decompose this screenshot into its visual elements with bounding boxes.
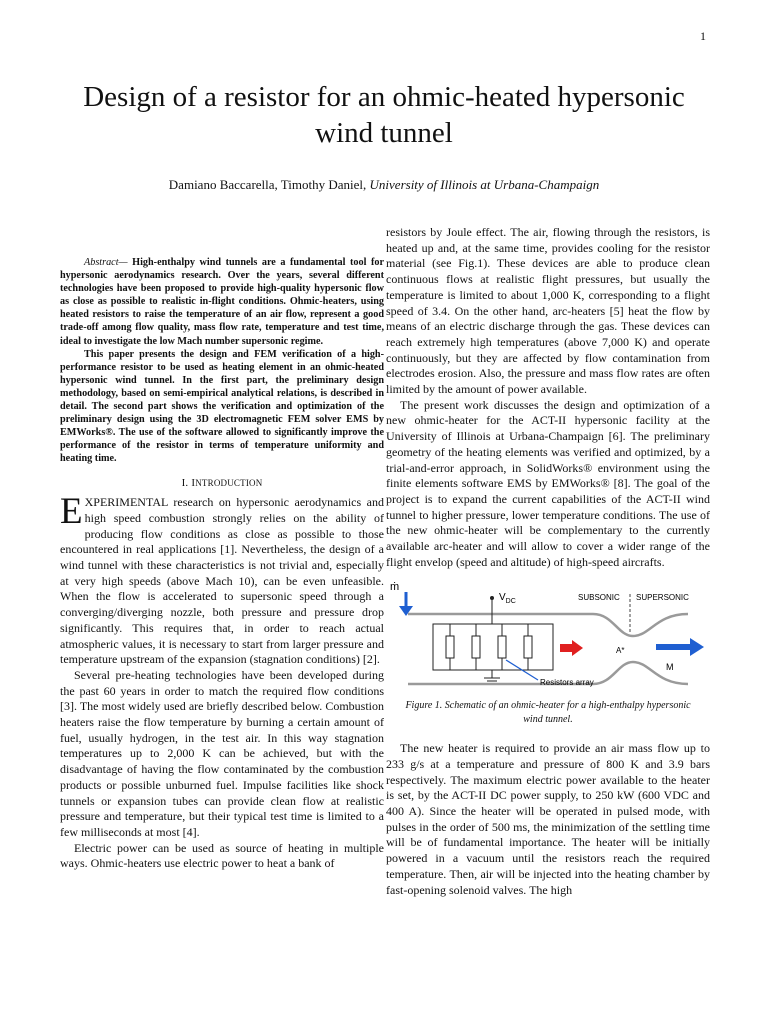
drop-cap: E	[60, 491, 83, 533]
author-line	[60, 177, 708, 193]
left-column	[60, 256, 384, 872]
resistor	[498, 636, 506, 658]
ohmic-heater-schematic	[388, 578, 708, 688]
throat-label: A*	[616, 646, 625, 656]
right-paragraph-1: resistors by Joule effect. The air, flowing through the resistors, is heated up and, at the same time, provides cooling for the resistor material (see Fig.1). These devices are able to produce clean continuous flows at realistic flight pressures, but usually the temperature is limited to about 1,000 K, corresponding to a flight speed of 3.4. On the other hand, arc-heaters [5] heat the flow by means of an electric discharge through the gas. These devices can reach extremely high temperatures (above 7,000 K) and operate continuously, but they are affected by flow contamination from electrodes erosion. Also, the pressure and mass flow rates are often limited by the amount of power available.	[386, 225, 710, 397]
vdc-label-sub: DC	[505, 598, 516, 606]
section-title-initial: I	[191, 476, 196, 489]
subsonic-label: SUBSONIC	[578, 593, 620, 603]
resistor	[446, 636, 454, 658]
abstract-paragraph	[60, 256, 384, 348]
abstract-text-1: High-enthalpy wind tunnels are a fundamental tool for hypersonic aerodynamics research. Over the years, several different technologies have been proposed to provide high-quality hypersonic flow as close as possible to realistic in-flight conditions. Ohmic-heaters, using heated resistors to raise the temperature of an air flow, represent a good trade-off among flow quality, mass flow rate, temperature and test time, ideal to investigate the low Mach number supersonic regime.	[60, 257, 384, 347]
exit-flow-arrow-head	[690, 638, 704, 656]
heated-flow-arrow-head	[572, 640, 583, 656]
right-paragraph-3: The new heater is required to provide an air mass flow up to 233 g/s at a temperature and pressure of 800 K and 3.9 bars respectively. The maximum electric power available to the heater is set, by the ACT-II DC power supply, to 250 kW (600 VDC and 400 A). Since the heater will be operated in pulsed mode, with pulses in the order of 500 ms, the minimization of the settling time will be of fundamental importance. The heater will be initially powered in a vacuum until the resistors reach the required temperature. Then, air will be injected into the heating chamber by fast-opening solenoid valves. The high	[386, 741, 710, 897]
author-names: Damiano Baccarella, Timothy Daniel,	[168, 177, 367, 192]
exit-flow-arrow-shaft	[656, 644, 692, 650]
figure-caption: Figure 1. Schematic of an ohmic-heater for a high-enthalpy hypersonic wind tunnel.	[405, 700, 691, 726]
section-number: I.	[181, 476, 189, 489]
mach-label: M	[666, 662, 674, 673]
abstract-label: Abstract—	[84, 257, 128, 268]
vdc-terminal	[490, 596, 494, 600]
intro-text-1: XPERIMENTAL research on hypersonic aerodynamics and high speed combustion strongly relies on the ability of producing flow conditions as close as possible to those encountered in real applications [1]. Nevertheless, the design of a wind tunnel with these characteristics is not trivial and, especially at very high speeds (above Mach 10), can be even unfeasible. When the flow is accelerated to supersonic speed through a converging/diverging nozzle, both pressure and pressure drop significantly. This requires that, in order to reach actual atmospheric values, it is necessary to start from larger pressure and temperature upstream of the expansion (stagnation conditions) [2].	[60, 495, 384, 667]
section-title-rest: NTRODUCTION	[195, 477, 263, 488]
intro-paragraph-2: Several pre-heating technologies have been developed during the past 60 years in order to match the required flow conditions [3]. The most widely used are briefly described below. Combustion heaters raise the flow temperature by burning a certain amount of fuel, usually hydrogen, in the test air. In this way stagnation temperatures up to 2,000 K can be achieved, but with the disadvantage of having the flow contaminated by the combustion products or possible unburned fuel. Impulse facilities like shock tunnels or expansion tubes can provide clean flow at realistic pressure and temperature, but their typical test time is limited to a few milliseconds at most [4].	[60, 667, 384, 839]
resistor	[472, 636, 480, 658]
abstract-paragraph-2: This paper presents the design and FEM verification of a high-performance resistor to be used as heating element in an ohmic-heated hypersonic wind tunnel. In the first part, the preliminary design methodology, based on semi-empirical analytical relations, is described in detail. The second part shows the verification and optimization of the preliminary design using the 3D electromagnetic FEM solver EMS by EMWorks®. The use of the software allowed to significantly improve the performance of the resistor in terms of temperature uniformity and heating time.	[60, 348, 384, 465]
figure-1	[386, 578, 710, 727]
author-affiliation: University of Illinois at Urbana-Champaign	[369, 177, 600, 192]
heated-flow-arrow-shaft	[560, 644, 572, 652]
intro-paragraph-3: Electric power can be used as source of heating in multiple ways. Ohmic-heaters use electric power to heat a bank of	[60, 840, 384, 871]
page-number: 1	[700, 29, 706, 43]
resistors-label: Resistors array	[540, 678, 594, 688]
vdc-label-main: V	[499, 592, 506, 604]
right-paragraph-2: The present work discusses the design and optimization of a new ohmic-heater for the ACT-II hypersonic facility at the University of Illinois at Urbana-Champaign [6]. The preliminary geometry of the heating elements was verified and optimized, by a trial-and-error approach, in SolidWorks® environment using the finite elements software EMS by EMWorks® [8]. The goal of the project is to expand the current capabilities of the ACT-II wind tunnel to higher pressure, lower temperature conditions. The use of the new ohmic-heater will be complementary to the currently available arc-heater and will allow to cover a wider range of the flight envelop (speed and altitude) of high-speed aircrafts.	[386, 397, 710, 569]
resistors	[446, 624, 532, 670]
section-heading-introduction	[60, 476, 384, 492]
vdc-label	[499, 592, 516, 605]
mass-flow-label: ṁ	[390, 581, 400, 594]
right-column	[386, 225, 710, 898]
intro-paragraph-1	[60, 491, 384, 668]
resistor	[524, 636, 532, 658]
supersonic-label: SUPERSONIC	[636, 593, 689, 603]
paper-title: Design of a resistor for an ohmic-heated hypersonic wind tunnel	[83, 81, 685, 149]
